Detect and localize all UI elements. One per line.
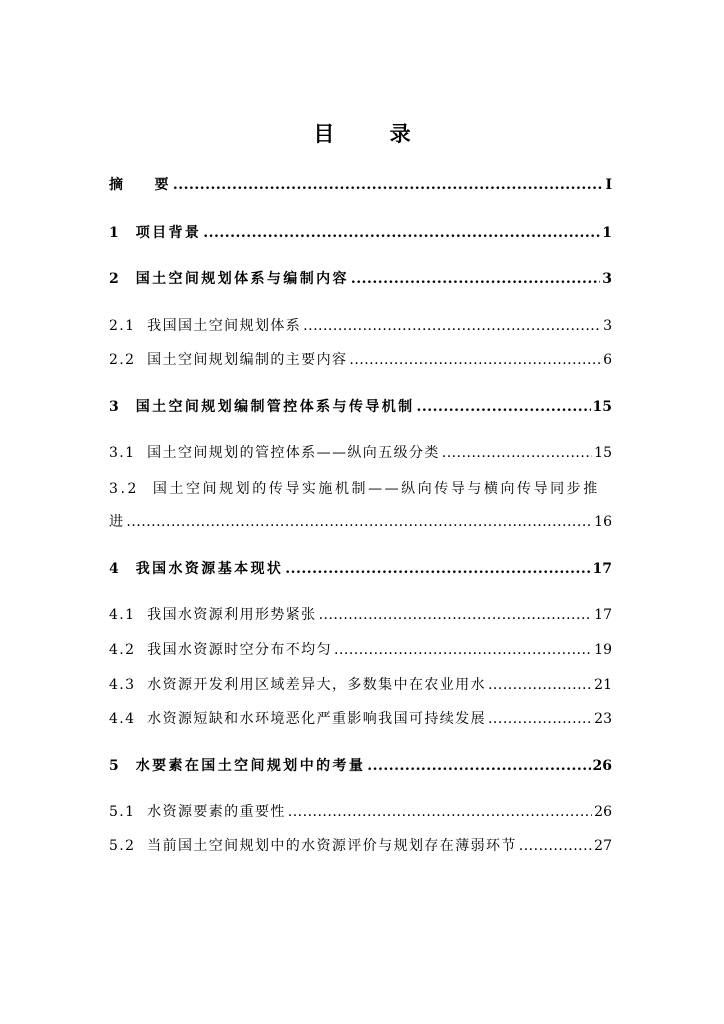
toc-entry-2[interactable] (109, 269, 612, 289)
toc-entry-page: 21 (594, 677, 612, 693)
toc-entry-page: 27 (594, 838, 612, 854)
toc-entry-page: 1 (602, 225, 612, 241)
toc-entry-5-2[interactable] (109, 836, 612, 856)
toc-leader-dots (285, 559, 590, 579)
toc-entry-label: 4.1 我国水资源利用形势紧张 (109, 607, 317, 623)
toc-entry-label: 4 我国水资源基本现状 (109, 561, 284, 577)
toc-entry-page: 26 (594, 804, 612, 820)
toc-leader-dots (488, 709, 592, 729)
toc-entry-label: 2.1 我国国土空间规划体系 (109, 318, 302, 334)
toc-leader-dots (349, 350, 601, 370)
toc-entry-label: 4.3 水资源开发利用区域差异大，多数集中在农业用水 (109, 677, 486, 693)
toc-entry-4-2[interactable] (109, 640, 612, 660)
toc-entry-page: 19 (594, 642, 612, 658)
toc-entry-5-1[interactable] (109, 802, 612, 822)
toc-leader-dots (442, 443, 592, 463)
toc-entry-3-2[interactable] (109, 479, 612, 499)
toc-entry-label: 摘 要 (109, 177, 171, 193)
toc-entry-2-1[interactable] (109, 316, 612, 336)
toc-entry-page: 17 (592, 561, 612, 577)
toc-entry-page: I (605, 177, 612, 193)
toc-entry-4[interactable] (109, 559, 612, 579)
toc-entry-label: 5 水要素在国土空间规划中的考量 (109, 758, 366, 774)
toc-entry-label: 2.2 国土空间规划编制的主要内容 (109, 352, 348, 368)
toc-title: 目 录 (313, 121, 435, 146)
toc-entry-2-2[interactable] (109, 350, 612, 370)
toc-leader-dots (351, 269, 600, 289)
toc-leader-dots (126, 512, 592, 532)
toc-entry-1[interactable] (109, 223, 612, 243)
toc-leader-dots (303, 316, 601, 336)
toc-leader-dots (367, 756, 590, 776)
toc-entry-page: 26 (592, 758, 612, 774)
toc-entry-3[interactable] (109, 397, 612, 417)
toc-entry-label: 3.2 国土空间规划的传导实施机制——纵向传导与横向传导同步推 (109, 481, 600, 497)
toc-entry-label: 2 国土空间规划体系与编制内容 (109, 271, 349, 287)
toc-entry-5[interactable] (109, 756, 612, 776)
toc-entry-label: 5.1 水资源要素的重要性 (109, 804, 286, 820)
toc-leader-dots (173, 175, 604, 195)
toc-entry-4-1[interactable] (109, 605, 612, 625)
toc-entry-4-3[interactable] (109, 675, 612, 695)
toc-entry-abstract[interactable] (109, 175, 612, 195)
toc-leader-dots (519, 836, 592, 856)
toc-entry-page: 16 (594, 514, 612, 530)
toc-leader-dots (203, 223, 600, 243)
toc-entry-page: 17 (594, 607, 612, 623)
toc-entry-label: 3.1 国土空间规划的管控体系——纵向五级分类 (109, 445, 440, 461)
toc-entry-page: 23 (594, 711, 612, 727)
toc-entry-page: 15 (592, 399, 612, 415)
toc-leader-dots (334, 640, 592, 660)
toc-entry-label: 4.2 我国水资源时空分布不均匀 (109, 642, 332, 658)
toc-entry-3-2-continued[interactable] (109, 512, 612, 532)
toc-leader-dots (488, 675, 592, 695)
toc-leader-dots (319, 605, 593, 625)
table-of-contents (109, 0, 612, 1024)
toc-entry-label: 1 项目背景 (109, 225, 202, 241)
toc-entry-label: 4.4 水资源短缺和水环境恶化严重影响我国可持续发展 (109, 711, 486, 727)
toc-entry-page: 6 (603, 352, 612, 368)
toc-entry-page: 3 (603, 318, 612, 334)
toc-entry-4-4[interactable] (109, 709, 612, 729)
toc-entry-label: 进 (109, 514, 125, 530)
toc-entry-page: 3 (602, 271, 612, 287)
toc-entry-page: 15 (594, 445, 612, 461)
toc-entry-3-1[interactable] (109, 443, 612, 463)
toc-leader-dots (288, 802, 592, 822)
toc-leader-dots (417, 397, 591, 417)
toc-entry-label: 5.2 当前国土空间规划中的水资源评价与规划存在薄弱环节 (109, 838, 517, 854)
toc-entry-label: 3 国土空间规划编制管控体系与传导机制 (109, 399, 415, 415)
